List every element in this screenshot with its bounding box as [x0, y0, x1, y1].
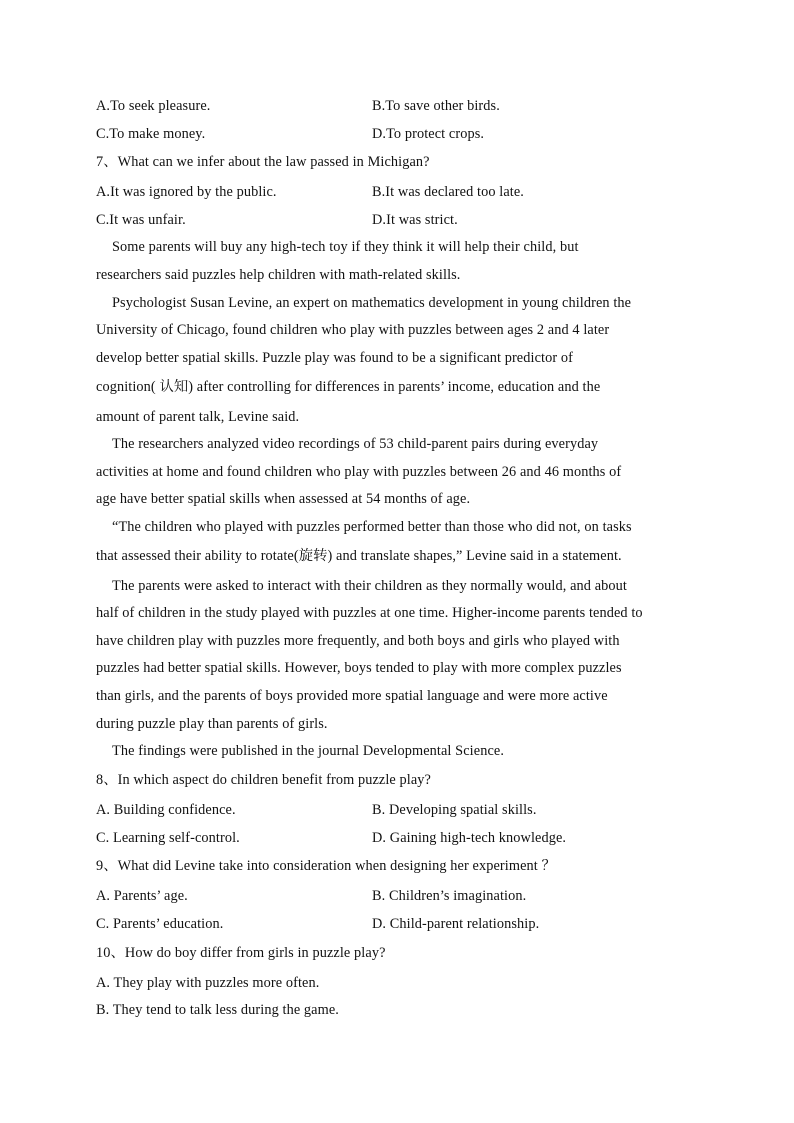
q6-option-b: B.To save other birds.	[372, 98, 500, 114]
passage-p6-line: The findings were published in the journal Developmental Science.	[112, 743, 505, 759]
passage-p2-line: cognition( 认知) after controlling for differences in parents’ income, education and the	[96, 379, 601, 395]
passage-p4-line: that assessed their ability to rotate(旋转) and translate shapes,” Levine said in a statement.	[96, 548, 622, 564]
q7-question: 7、What can we infer about the law passed in Michigan?	[96, 154, 430, 170]
passage-p1-line: Some parents will buy any high-tech toy if they think it will help their child, but	[112, 239, 579, 255]
q8-option-c: C. Learning self-control.	[96, 830, 240, 846]
q8-option-d: D. Gaining high-tech knowledge.	[372, 830, 567, 846]
q8-option-a: A. Building confidence.	[96, 802, 236, 818]
passage-p5-line: puzzles had better spatial skills. However, boys tended to play with more complex puzzles	[96, 660, 622, 676]
q9-option-a: A. Parents’ age.	[96, 888, 188, 904]
q6-option-a: A.To seek pleasure.	[96, 98, 211, 114]
q8-question: 8、In which aspect do children benefit from puzzle play?	[96, 772, 431, 788]
q10-option-a: A. They play with puzzles more often.	[96, 975, 320, 991]
q9-question: 9、What did Levine take into consideration when designing her experiment ？	[96, 858, 556, 874]
passage-p2-line: Psychologist Susan Levine, an expert on mathematics development in young children the	[112, 295, 632, 311]
passage-p5-line: The parents were asked to interact with their children as they normally would, and about	[112, 578, 627, 594]
q6-option-d: D.To protect crops.	[372, 126, 485, 142]
passage-p5-line: than girls, and the parents of boys provided more spatial language and were more active	[96, 688, 608, 704]
q9-option-d: D. Child-parent relationship.	[372, 916, 540, 932]
passage-p2-line: develop better spatial skills. Puzzle play was found to be a significant predictor of	[96, 350, 573, 366]
passage-p1-line: researchers said puzzles help children with math-related skills.	[96, 267, 461, 283]
passage-p5-line: during puzzle play than parents of girls.	[96, 716, 328, 732]
q10-question: 10、How do boy differ from girls in puzzle play?	[96, 945, 386, 961]
passage-p3-line: age have better spatial skills when assessed at 54 months of age.	[96, 491, 471, 507]
q10-option-b: B. They tend to talk less during the game.	[96, 1002, 339, 1018]
q7-option-b: B.It was declared too late.	[372, 184, 524, 200]
q6-option-c: C.To make money.	[96, 126, 206, 142]
passage-p2-line: University of Chicago, found children who play with puzzles between ages 2 and 4 later	[96, 322, 610, 338]
passage-p5-line: half of children in the study played with puzzles at one time. Higher-income parents tended to	[96, 605, 643, 621]
q9-option-c: C. Parents’ education.	[96, 916, 224, 932]
q9-option-b: B. Children’s imagination.	[372, 888, 527, 904]
passage-p5-line: have children play with puzzles more frequently, and both boys and girls who played with	[96, 633, 620, 649]
q7-option-d: D.It was strict.	[372, 212, 458, 228]
passage-p2-line: amount of parent talk, Levine said.	[96, 409, 300, 425]
q7-option-a: A.It was ignored by the public.	[96, 184, 277, 200]
passage-p4-line: “The children who played with puzzles performed better than those who did not, on tasks	[112, 519, 632, 535]
passage-p3-line: The researchers analyzed video recordings of 53 child-parent pairs during everyday	[112, 436, 599, 452]
q7-option-c: C.It was unfair.	[96, 212, 186, 228]
passage-p3-line: activities at home and found children who play with puzzles between 26 and 46 months of	[96, 464, 622, 480]
q8-option-b: B. Developing spatial skills.	[372, 802, 537, 818]
